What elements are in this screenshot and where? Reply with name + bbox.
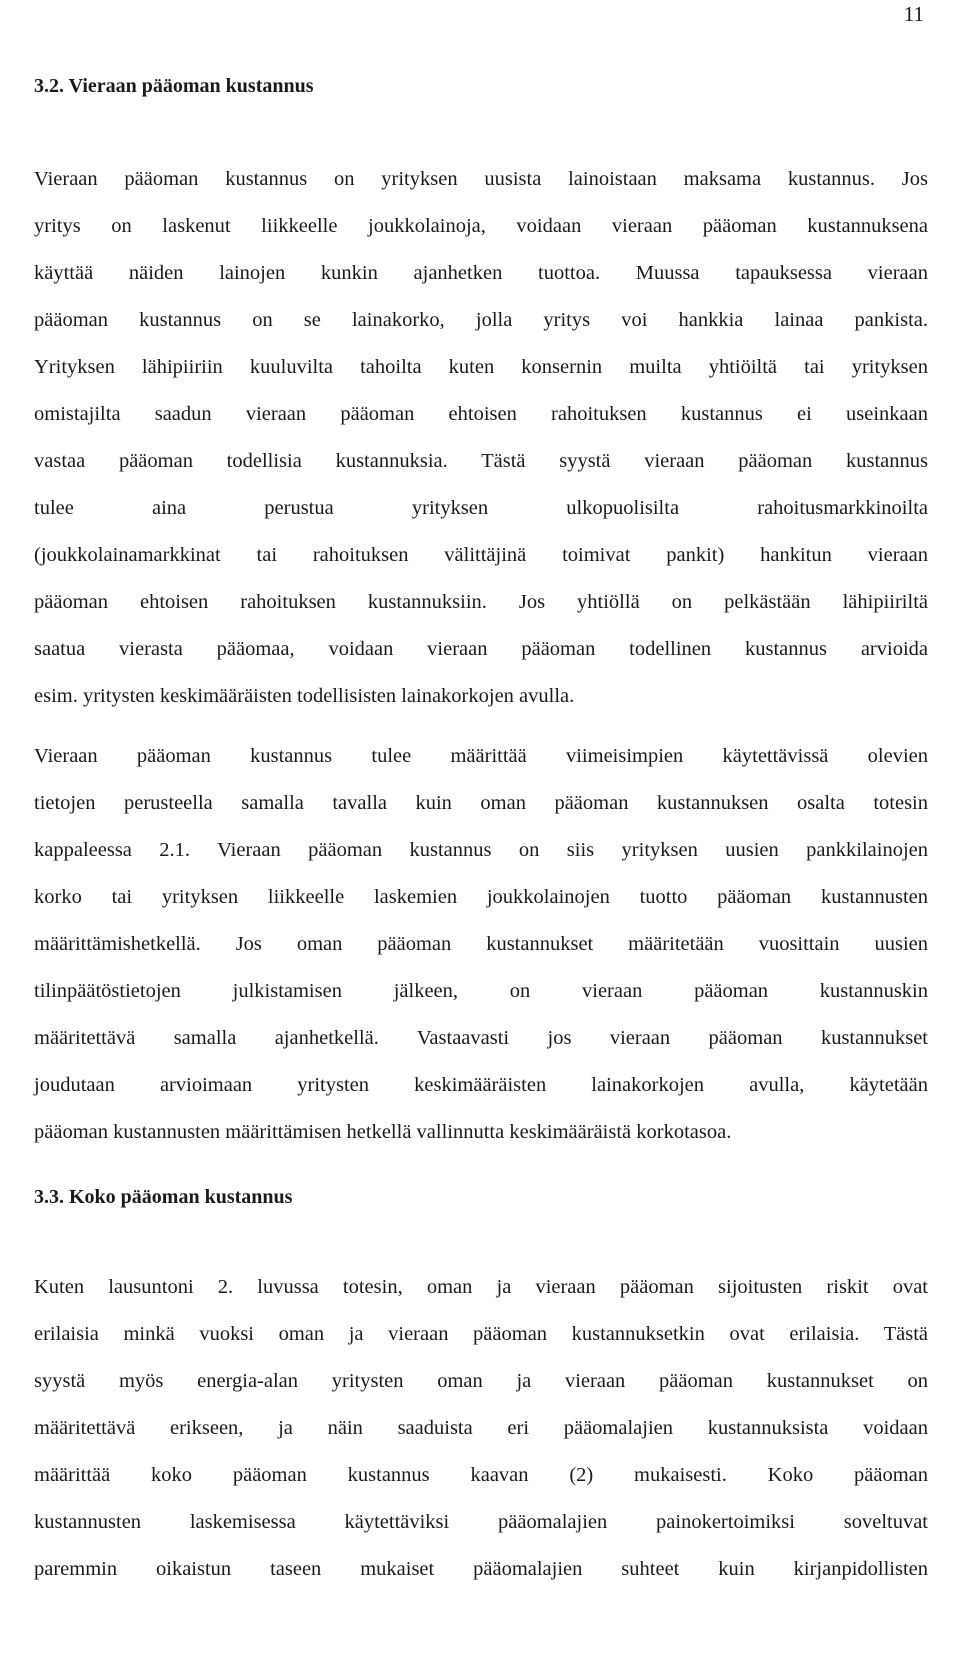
text-line: Kuten lausuntoni 2. luvussa totesin, oman ja vieraan pääoman sijoitusten riskit ovat xyxy=(34,1276,928,1298)
paragraph-3-2-2 xyxy=(34,733,928,1156)
page-number: 11 xyxy=(903,2,924,26)
text-line: (joukkolainamarkkinat tai rahoituksen välittäjinä toimivat pankit) hankitun vieraan xyxy=(34,544,928,566)
text-line: tilinpäätöstietojen julkistamisen jälkeen, on vieraan pääoman kustannuskin xyxy=(34,980,928,1002)
text-line: pääoman kustannusten määrittämisen hetkellä vallinnutta keskimääräistä korkotasoa. xyxy=(34,1121,732,1143)
text-line: korko tai yrityksen liikkeelle laskemien joukkolainojen tuotto pääoman kustannusten xyxy=(34,886,928,908)
text-line: määritettävä samalla ajanhetkellä. Vastaavasti jos vieraan pääoman kustannukset xyxy=(34,1027,928,1049)
text-line: kappaleessa 2.1. Vieraan pääoman kustannus on siis yrityksen uusien pankkilainojen xyxy=(34,839,928,861)
text-line: tietojen perusteella samalla tavalla kuin oman pääoman kustannuksen osalta totesin xyxy=(34,792,928,814)
text-line: esim. yritysten keskimääräisten todellisisten lainakorkojen avulla. xyxy=(34,685,575,707)
text-line: Vieraan pääoman kustannus on yrityksen uusista lainoistaan maksama kustannus. Jos xyxy=(34,168,928,190)
text-line: pääoman kustannus on se lainakorko, jolla yritys voi hankkia lainaa pankista. xyxy=(34,309,928,331)
text-line: vastaa pääoman todellisia kustannuksia. Tästä syystä vieraan pääoman kustannus xyxy=(34,450,928,472)
text-line: pääoman ehtoisen rahoituksen kustannuksiin. Jos yhtiöllä on pelkästään lähipiiriltä xyxy=(34,591,928,613)
text-line: käyttää näiden lainojen kunkin ajanhetken tuottoa. Muussa tapauksessa vieraan xyxy=(34,262,928,284)
text-line: kustannusten laskemisessa käytettäviksi pääomalajien painokertoimiksi soveltuvat xyxy=(34,1511,928,1533)
text-line: saatua vierasta pääomaa, voidaan vieraan pääoman todellinen kustannus arvioida xyxy=(34,638,928,660)
text-line: määritettävä erikseen, ja näin saaduista eri pääomalajien kustannuksista voidaan xyxy=(34,1417,928,1439)
text-line: Yrityksen lähipiiriin kuuluvilta tahoilta kuten konsernin muilta yhtiöiltä tai yrityksen xyxy=(34,356,928,378)
paragraph-3-3-1 xyxy=(34,1264,928,1593)
text-line: joudutaan arvioimaan yritysten keskimääräisten lainakorkojen avulla, käytetään xyxy=(34,1074,928,1096)
text-line: syystä myös energia-alan yritysten oman ja vieraan pääoman kustannukset on xyxy=(34,1370,928,1392)
paragraph-3-2-1 xyxy=(34,156,928,720)
section-heading-3-3: 3.3. Koko pääoman kustannus xyxy=(34,1186,293,1208)
text-line: yritys on laskenut liikkeelle joukkolainoja, voidaan vieraan pääoman kustannuksena xyxy=(34,215,928,237)
text-line: määrittää koko pääoman kustannus kaavan (2) mukaisesti. Koko pääoman xyxy=(34,1464,928,1486)
text-line: paremmin oikaistun taseen mukaiset pääomalajien suhteet kuin kirjanpidollisten xyxy=(34,1558,928,1580)
text-line: määrittämishetkellä. Jos oman pääoman kustannukset määritetään vuosittain uusien xyxy=(34,933,928,955)
section-heading-3-2: 3.2. Vieraan pääoman kustannus xyxy=(34,75,314,97)
text-line: omistajilta saadun vieraan pääoman ehtoisen rahoituksen kustannus ei useinkaan xyxy=(34,403,928,425)
text-line: tulee aina perustua yrityksen ulkopuolisilta rahoitusmarkkinoilta xyxy=(34,497,928,519)
text-line: Vieraan pääoman kustannus tulee määrittää viimeisimpien käytettävissä olevien xyxy=(34,745,928,767)
text-line: erilaisia minkä vuoksi oman ja vieraan pääoman kustannuksetkin ovat erilaisia. Tästä xyxy=(34,1323,928,1345)
